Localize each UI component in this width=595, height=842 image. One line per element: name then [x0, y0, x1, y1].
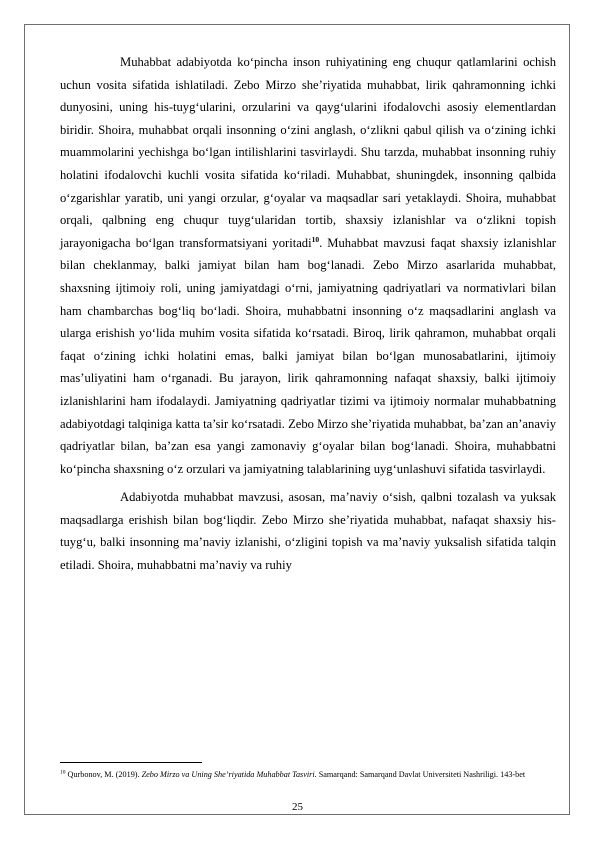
footnote-title: Zebo Mirzo va Uning She’riyatida Muhabbat Tasviri: [141, 770, 315, 779]
footnote-separator: [60, 762, 202, 763]
page-number: 25: [292, 801, 303, 813]
paragraph-2: [60, 486, 556, 576]
paragraph-1-text-continued: . Muhabbat mavzusi faqat shaxsiy izlanishlar bilan cheklanmay, balki jamiyat bilan ham bog‘lanadi. Zebo Mirzo asarlarida muhabbat, shaxsning ijtimoiy roli, uning jamiyatdagi o‘rni, jamiyatning qadriyatlari va normativlari bilan ham chambarchas bog‘liq bo‘ladi. Shoira, muhabbatni insonning o‘z maqsadlarini anglash va ularga erishish yo‘lida muhim vosita sifatida ko‘rsatadi. Biroq, lirik qahramon, muhabbat orqali faqat o‘zining ichki holatini emas, balki jamiyat bilan bo‘lgan munosabatlarini, ijtimoiy mas’uliyatini ham o‘rganadi. Bu jarayon, lirik qahramonning nafaqat shaxsiy, balki ijtimoiy izlanishlarini ham ifodalaydi. Jamiyatning qadriyatlar tizimi va ijtimoiy normalar muhabbatning adabiyotdagi talqiniga katta ta’sir ko‘rsatadi. Zebo Mirzo she’riyatida muhabbat, ba’zan an’anaviy qadriyatlar bilan, ba’zan esa yangi zamonaviy g‘oyalar bilan bog‘lanadi. Shoira, muhabbatni ko‘pincha shaxsning o‘z orzulari va jamiyatning talablarining uyg‘unlashuvi sifatida tasvirlaydi.: [60, 235, 557, 476]
footnote-reference[interactable]: 10: [311, 234, 320, 244]
paragraph-2-text: Adabiyotda muhabbat mavzusi, asosan, ma’naviy o‘sish, qalbni tozalash va yuksak maqsadlarga erishish bilan bog‘liqdir. Zebo Mirzo she’riyatida muhabbat, nafaqat shaxsiy his-tuyg‘u, balki insonning ma’naviy izlanishi, o‘zligini topish va ma’naviy yuksalish sifatida talqin etiladi. Shoira, muhabbatni ma’naviy va ruhiy: [60, 490, 556, 573]
footnote-author: Qurbonov, M. (2019).: [67, 770, 142, 779]
main-text: [60, 51, 556, 577]
footnote-number: 10: [60, 769, 66, 776]
paragraph-1-text: Muhabbat adabiyotda ko‘pincha inson ruhiyatining eng chuqur qatlamlarini ochish uchun vosita sifatida ishlatiladi. Zebo Mirzo she’riyatida muhabbat, lirik qahramonning ichki dunyosini, uning his-tuyg‘ularini, orzularini va qayg‘ularini ifodalovchi asosiy elementlardan biridir. Shoira, muhabbat orqali insonning o‘zini anglash, o‘zlikni qabul qilish va o‘zining ichki muammolarini yechishga bo‘lgan intilishlarini tasvirlaydi. Shu tarzda, muhabbat insonning ruhiy holatini ifodalovchi kuchli vosita sifatida ko‘riladi. Muhabbat, shuningdek, insonning qalbida o‘zgarishlar yaratib, uni yangi orzular, g‘oyalar va maqsadlar sari yetaklaydi. Shoira, muhabbat orqali, qalbning eng chuqur tuyg‘ularidan tortib, shaxsiy izlanishlar va o‘zlikni topish jarayonigacha bo‘lgan transformatsiyani yoritadi: [60, 55, 556, 250]
footnote-publisher: . Samarqand: Samarqand Davlat Universiteti Nashriligi. 143-bet: [314, 770, 526, 779]
footnote: [60, 768, 540, 783]
paragraph-1: [60, 51, 556, 480]
